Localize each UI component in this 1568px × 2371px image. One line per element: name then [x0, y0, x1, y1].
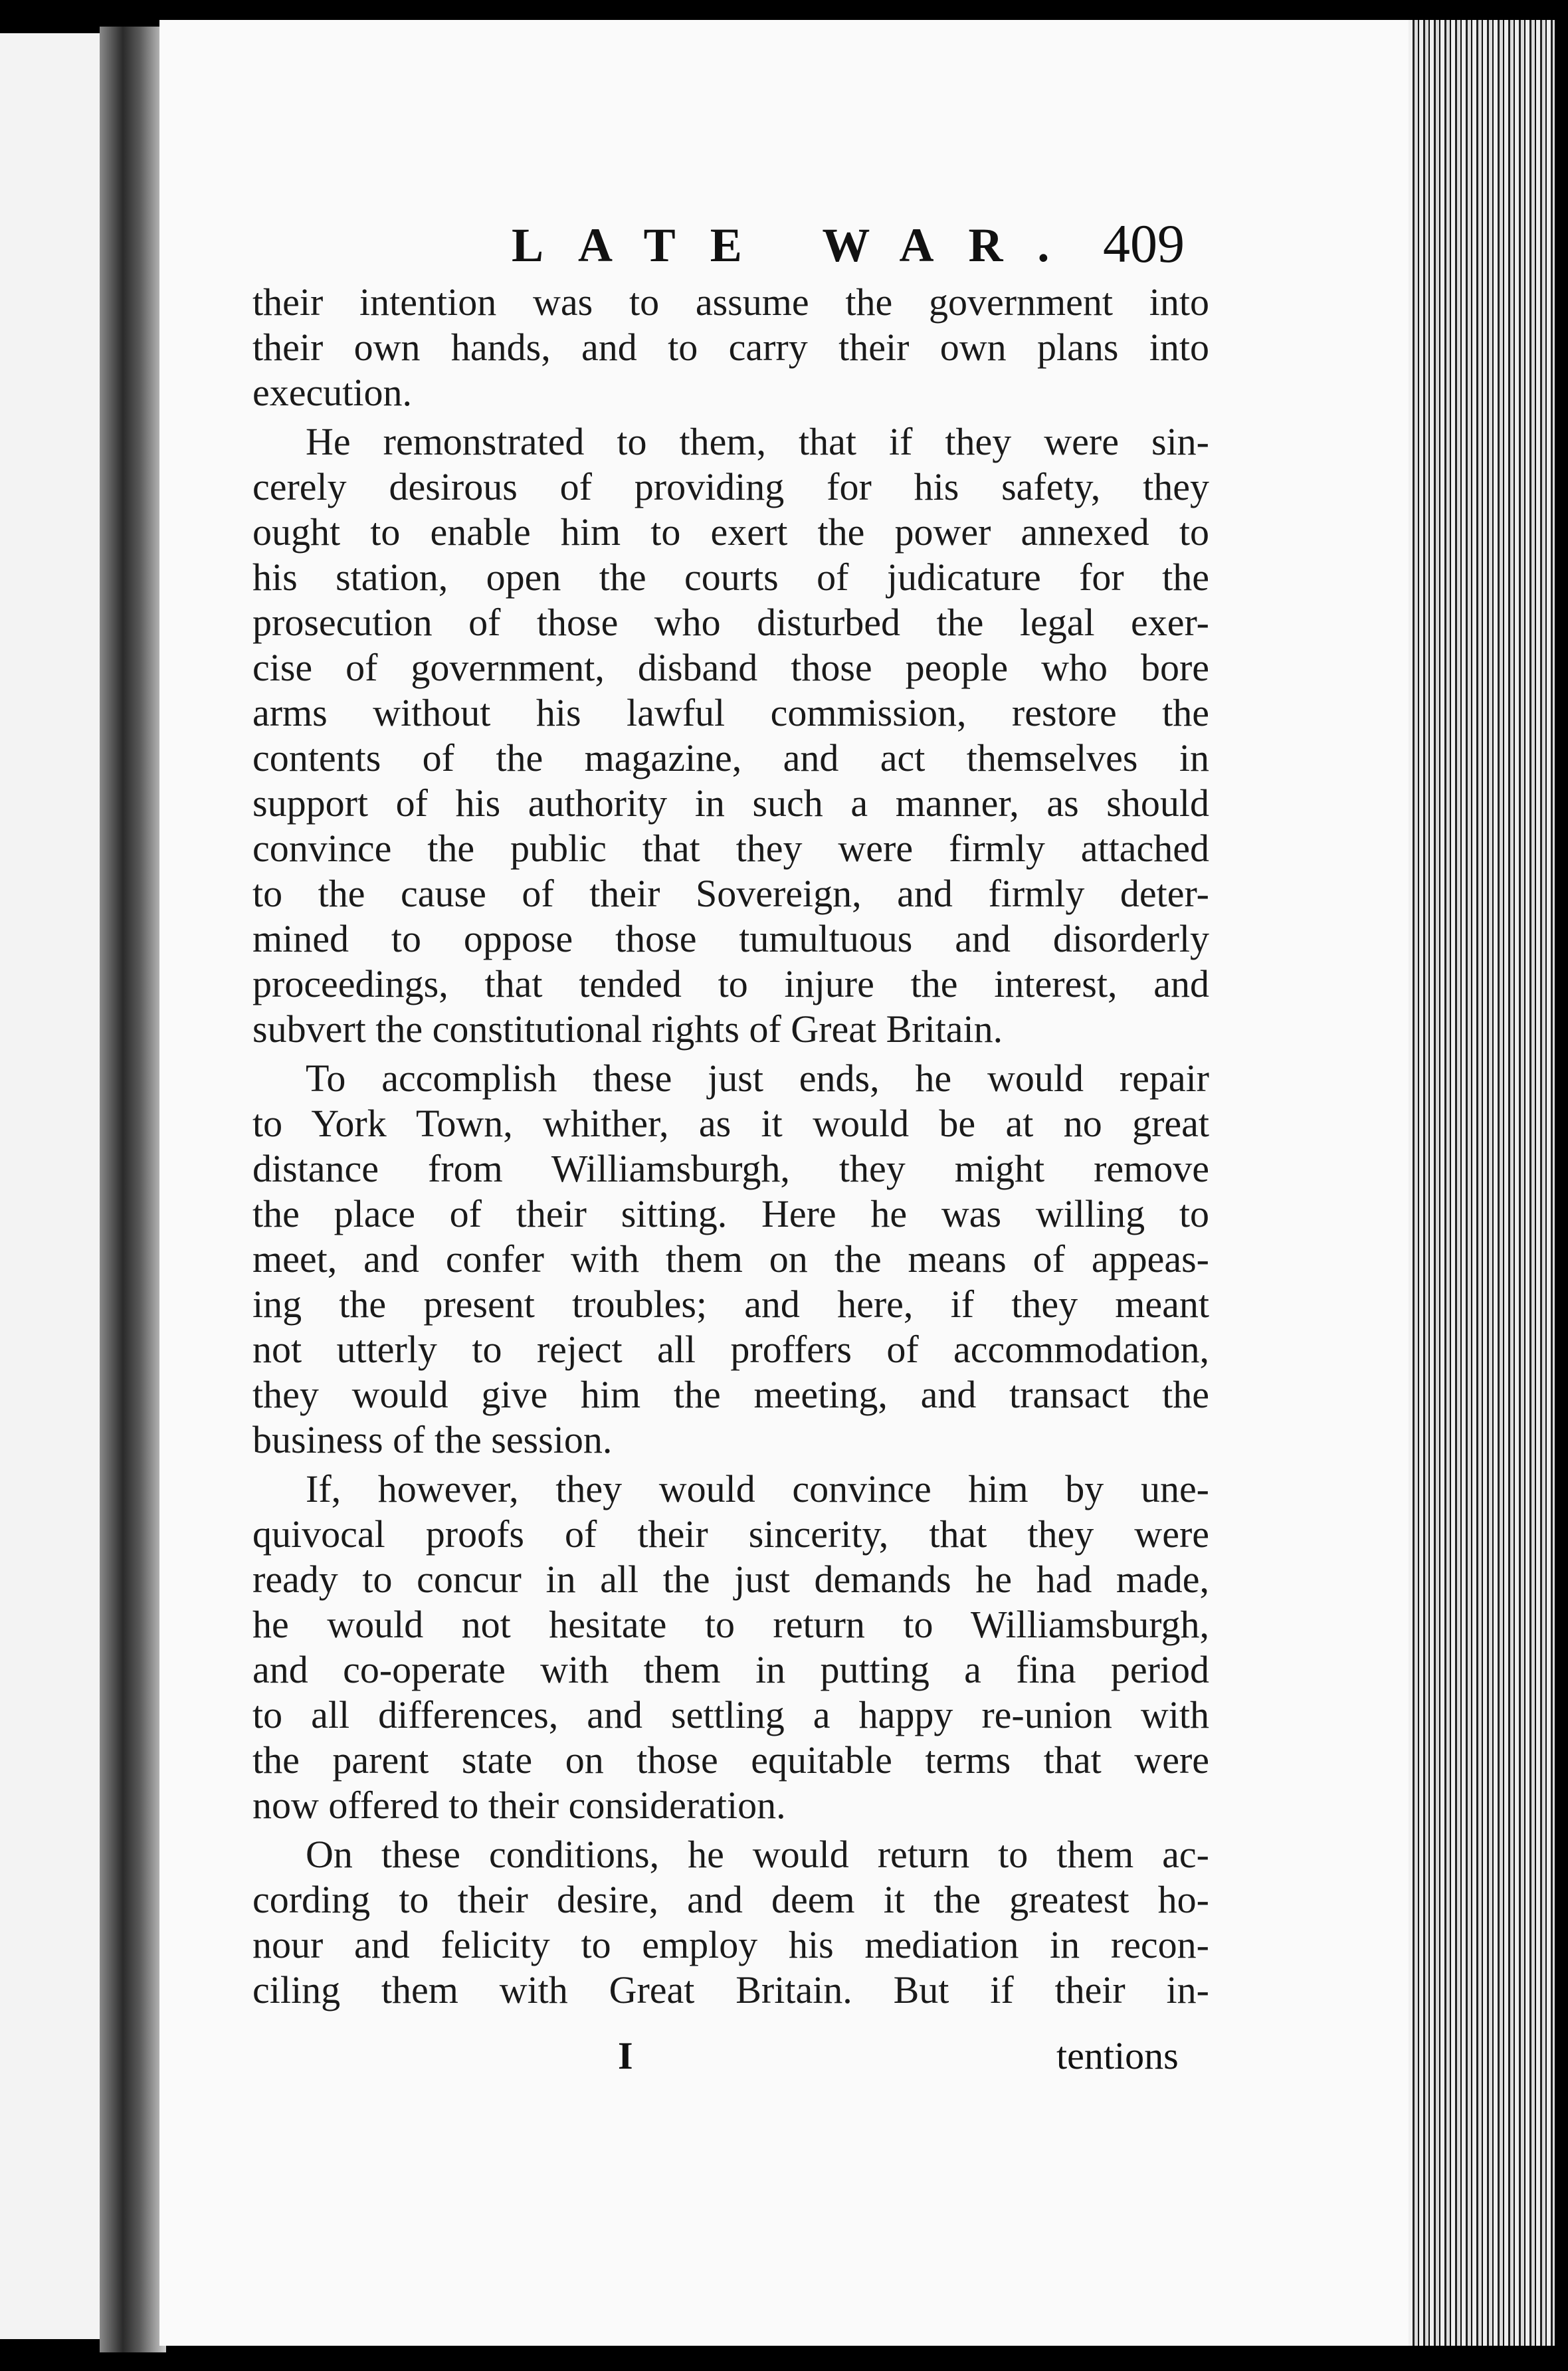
- signature-mark: I: [618, 2034, 633, 2077]
- text-line: prosecution of those who disturbed the legal exer-: [252, 601, 1209, 644]
- previous-page-edge: [0, 33, 100, 2339]
- text-line: their intention was to assume the government into: [252, 280, 1209, 324]
- text-line: proceedings, that tended to injure the interest, and: [252, 962, 1209, 1005]
- text-line: cerely desirous of providing for his safety, they: [252, 465, 1209, 508]
- text-line: execution.: [252, 371, 412, 414]
- text-line: quivocal proofs of their sincerity, that they were: [252, 1512, 1209, 1556]
- catchword: tentions: [1056, 2034, 1179, 2077]
- text-line: business of the session.: [252, 1418, 613, 1461]
- text-line: to the cause of their Sovereign, and firmly deter-: [252, 872, 1209, 915]
- text-line: ing the present troubles; and here, if they meant: [252, 1283, 1209, 1326]
- text-line: convince the public that they were firmly attached: [252, 827, 1209, 870]
- text-line: cise of government, disband those people who bore: [252, 646, 1209, 689]
- text-line: distance from Williamsburgh, they might remove: [252, 1147, 1209, 1190]
- text-line: his station, open the courts of judicature for the: [252, 556, 1209, 599]
- text-line: mined to oppose those tumultuous and disorderly: [252, 917, 1209, 960]
- running-title: LATE WAR.: [512, 219, 1084, 272]
- text-line: he would not hesitate to return to Williamsburgh,: [252, 1603, 1209, 1646]
- text-line: now offered to their consideration.: [252, 1784, 786, 1827]
- text-line: their own hands, and to carry their own plans into: [252, 326, 1209, 369]
- text-line: ought to enable him to exert the power annexed to: [252, 510, 1209, 554]
- text-line: contents of the magazine, and act themselves in: [252, 736, 1209, 779]
- text-line: they would give him the meeting, and transact the: [252, 1373, 1209, 1416]
- text-line: support of his authority in such a manner, as should: [252, 781, 1209, 825]
- page-fore-edge: [1409, 20, 1555, 2346]
- text-line: If, however, they would convince him by une-: [306, 1467, 1209, 1510]
- book-gutter: [100, 27, 166, 2352]
- text-line: meet, and confer with them on the means of appeas-: [252, 1237, 1209, 1281]
- text-line: not utterly to reject all proffers of accommodation,: [252, 1328, 1209, 1371]
- text-line: To accomplish these just ends, he would repair: [306, 1057, 1209, 1100]
- page-footer: [159, 2033, 1415, 2087]
- text-line: and co-operate with them in putting a fina period: [252, 1648, 1209, 1691]
- page-number: 409: [1103, 213, 1185, 274]
- text-line: subvert the constitutional rights of Great Britain.: [252, 1007, 1003, 1051]
- text-line: the place of their sitting. Here he was willing to: [252, 1192, 1209, 1235]
- text-line: to York Town, whither, as it would be at no great: [252, 1102, 1209, 1145]
- text-line: ready to concur in all the just demands he had made,: [252, 1558, 1209, 1601]
- text-line: On these conditions, he would return to them ac-: [306, 1833, 1209, 1876]
- text-line: the parent state on those equitable terms that were: [252, 1738, 1209, 1782]
- text-line: to all differences, and settling a happy re-union with: [252, 1693, 1209, 1736]
- text-line: cording to their desire, and deem it the greatest ho-: [252, 1878, 1209, 1921]
- text-line: ciling them with Great Britain. But if their in-: [252, 1968, 1209, 2011]
- text-line: nour and felicity to employ his mediation in recon-: [252, 1923, 1209, 1966]
- text-line: He remonstrated to them, that if they were sin-: [306, 420, 1209, 463]
- text-line: arms without his lawful commission, restore the: [252, 691, 1209, 734]
